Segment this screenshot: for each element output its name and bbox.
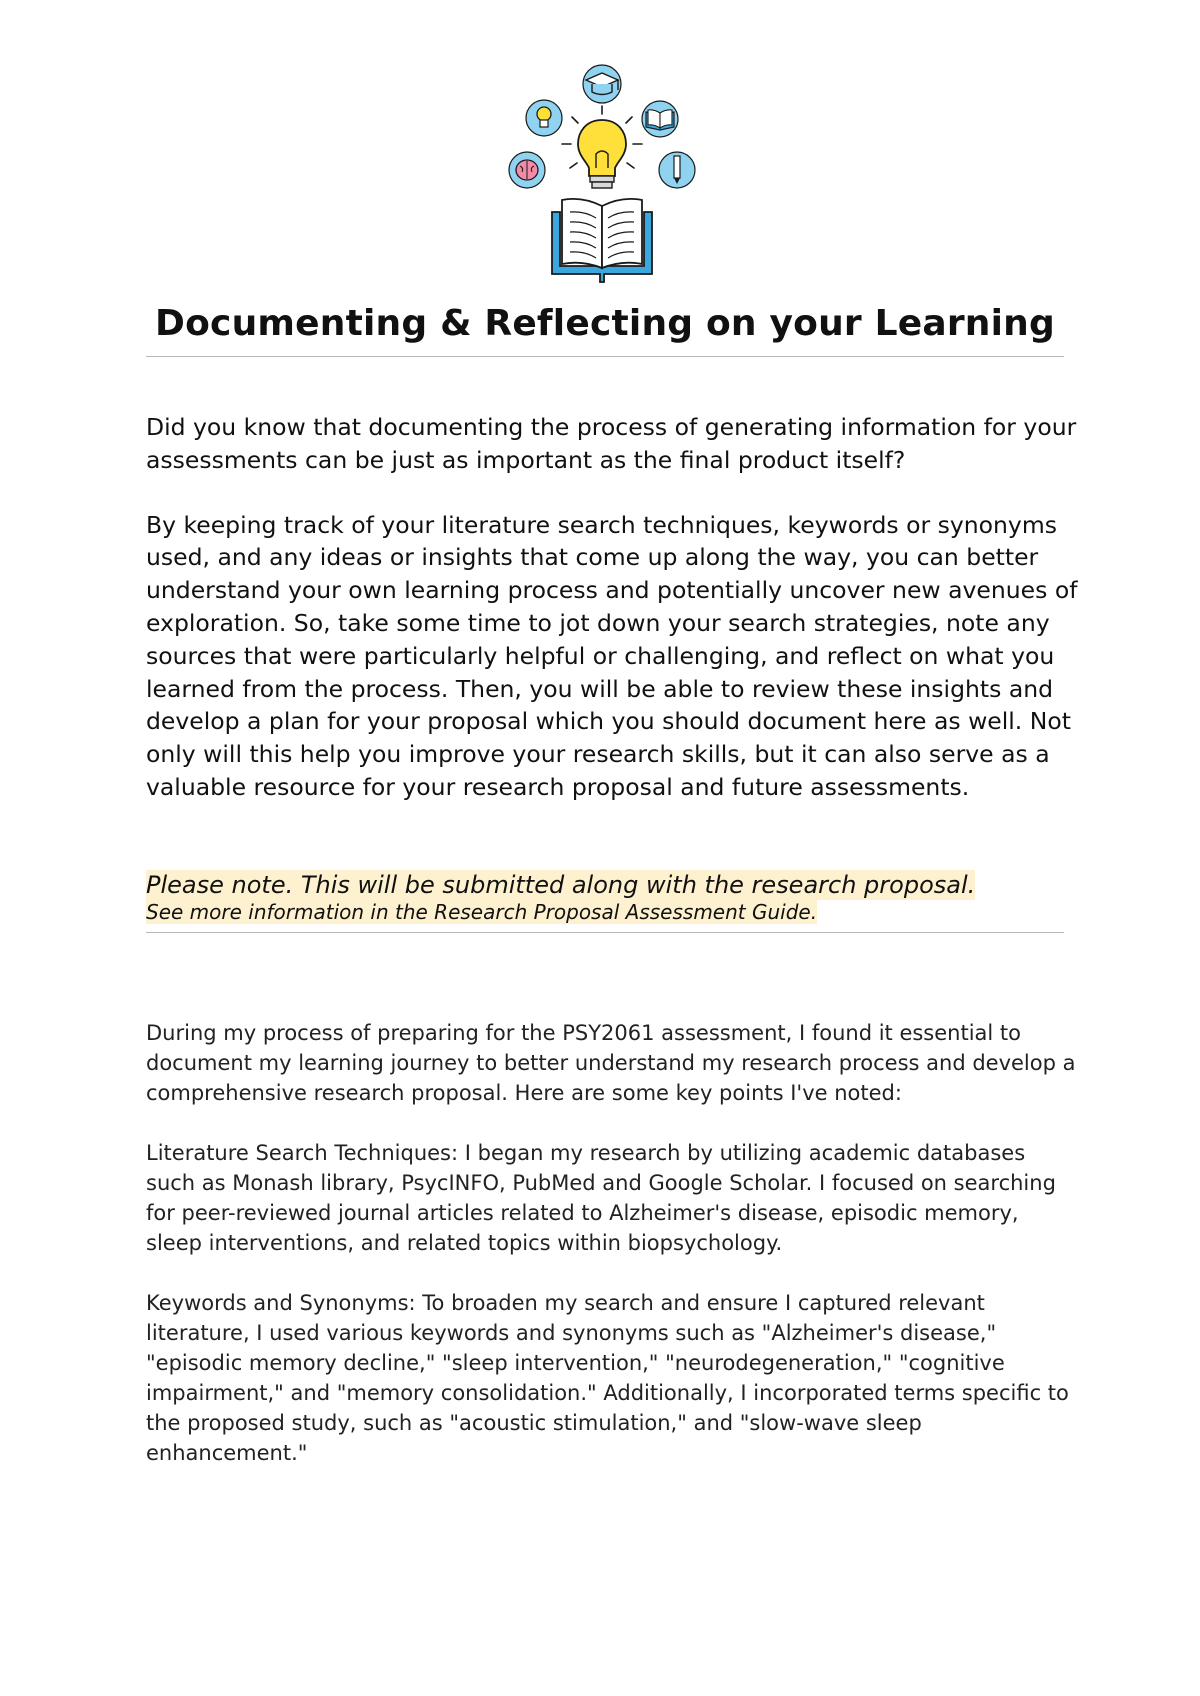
intro-paragraph: Did you know that documenting the process of generating information for your assessments can be just as important as the final product itself? <box>146 413 1077 474</box>
note-divider <box>146 932 1064 933</box>
brain-icon <box>509 152 545 188</box>
small-bulb-icon <box>526 100 562 136</box>
note-main-text: Please note. This will be submitted along with the research proposal. <box>146 871 976 899</box>
graduation-cap-icon <box>583 65 621 103</box>
title-divider <box>146 356 1064 357</box>
big-bulb-icon <box>578 120 626 188</box>
pencil-icon <box>659 152 695 188</box>
submission-note <box>146 870 1086 924</box>
reflection-paragraph: During my process of preparing for the PSY2061 assessment, I found it essential to document my learning journey to better understand my research process and develop a comprehensive research proposal. Here are some key points I've noted: <box>146 1021 1076 1105</box>
reflection-paragraph: Literature Search Techniques: I began my research by utilizing academic databases such as Monash library, PsycINFO, PubMed and Google Scholar. I focused on searching for peer-reviewed journal articles related to Alzheimer's disease, episodic memory, sleep interventions, and related topics within biopsychology. <box>146 1141 1056 1255</box>
reflection-paragraph: Keywords and Synonyms: To broaden my search and ensure I captured relevant literature, I used various keywords and synonyms such as "Alzheimer's disease," "episodic memory decline," "sleep intervention," "neurodegeneration," "cognitive impairment," and "memory consolidation." Additionally, I incorporated terms specific to the proposed study, such as "acoustic stimulation," and "slow-wave sleep enhancement." <box>146 1291 1069 1465</box>
reflection-section <box>146 1018 1076 1498</box>
open-book-small-icon <box>642 101 678 137</box>
page-title: Documenting & Reflecting on your Learning <box>155 303 1055 344</box>
note-sub-text: See more information in the Research Proposal Assessment Guide. <box>146 900 818 924</box>
big-book-icon <box>552 199 652 282</box>
lightbulb-book-icon <box>500 62 710 287</box>
intro-section <box>146 411 1086 836</box>
intro-paragraph: By keeping track of your literature search techniques, keywords or synonyms used, and any ideas or insights that come up along the way, you can better understand your own learning process and potentially uncover new avenues of exploration. So, take some time to jot down your search strategies, note any sources that were particularly helpful or challenging, and reflect on what you learned from the process. Then, you will be able to review these insights and develop a plan for your proposal which you should document here as well. Not only will this help you improve your research skills, but it can also serve as a valuable resource for your research proposal and future assessments. <box>146 510 1078 801</box>
